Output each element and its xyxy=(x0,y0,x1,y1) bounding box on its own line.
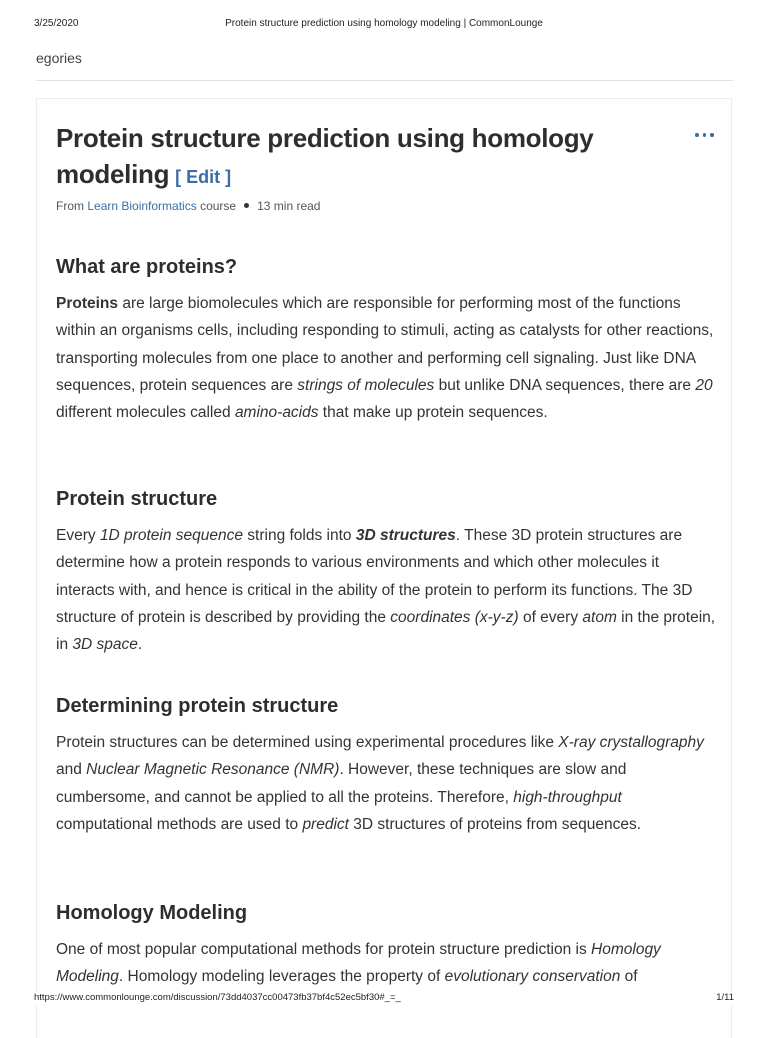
text: but unlike DNA sequences, there are xyxy=(434,376,696,394)
more-dots-icon xyxy=(710,133,714,137)
text: computational methods are used to xyxy=(56,815,303,833)
bold-text: Proteins xyxy=(56,295,119,312)
meta-course-word: course xyxy=(200,199,237,213)
section-what-are-proteins xyxy=(56,254,716,426)
section-paragraph xyxy=(56,936,716,991)
bold-italic-text: 3D structures xyxy=(355,527,456,544)
text: that make up protein sequences. xyxy=(318,404,548,422)
more-options-button[interactable] xyxy=(693,124,717,144)
text: . However, these techniques are slow and cumbersome, and cannot be applied to all the proteins. Therefore, xyxy=(56,761,627,806)
text: and xyxy=(56,761,87,779)
print-header xyxy=(0,18,768,32)
italic-text: evolutionary conservation xyxy=(444,968,621,986)
section-paragraph xyxy=(56,290,716,426)
article-meta xyxy=(56,199,320,213)
meta-from: From xyxy=(56,199,84,213)
section-protein-structure xyxy=(56,486,716,658)
read-time: 13 min read xyxy=(257,199,321,213)
print-url: https://www.commonlounge.com/discussion/73dd4037cc00473fb37bf4c52ec5bf30#_=_ xyxy=(34,992,401,1003)
meta-separator xyxy=(244,203,249,208)
text: 3D structures of proteins from sequences. xyxy=(348,815,642,833)
italic-text: 1D protein sequence xyxy=(99,527,243,544)
print-page-number: 1/11 xyxy=(716,992,734,1003)
section-heading: What are proteins? xyxy=(56,256,238,278)
edit-link[interactable]: [ Edit ] xyxy=(175,167,232,187)
italic-text: predict xyxy=(302,815,349,833)
course-link[interactable]: Learn Bioinformatics xyxy=(87,199,197,213)
text: string folds into xyxy=(242,527,356,544)
italic-text: coordinates (x-y-z) xyxy=(390,608,519,626)
text: . Homology modeling leverages the property of xyxy=(118,968,445,986)
italic-text: 20 xyxy=(695,376,713,394)
italic-text: strings of molecules xyxy=(297,376,435,394)
text: . These 3D protein structures are determine how a protein responds to various environments and which other molecules it interacts with, and hence is critical in the ability of the protein to perform its functions. The 3D structure of protein is described by providing the xyxy=(56,527,693,626)
section-homology-modeling xyxy=(56,900,716,991)
text: One of most popular computational methods for protein structure prediction is xyxy=(56,941,592,958)
top-nav xyxy=(36,48,733,81)
section-paragraph xyxy=(56,522,716,658)
article-title xyxy=(56,120,656,195)
section-heading: Homology Modeling xyxy=(56,902,248,924)
article-title-text: Protein structure prediction using homology modeling xyxy=(56,123,594,189)
section-paragraph xyxy=(56,729,716,838)
italic-text: Homology Modeling xyxy=(56,941,661,986)
italic-text: amino-acids xyxy=(234,404,319,422)
italic-text: atom xyxy=(582,608,617,626)
section-heading: Determining protein structure xyxy=(56,695,339,717)
print-page-title: Protein structure prediction using homology modeling | CommonLounge xyxy=(225,18,543,29)
print-footer xyxy=(0,992,768,1006)
text: of every xyxy=(518,608,583,626)
text: Every xyxy=(56,527,100,544)
italic-text: Nuclear Magnetic Resonance (NMR) xyxy=(86,761,340,779)
categories-link[interactable]: egories xyxy=(36,50,82,66)
text: in the protein, in xyxy=(56,608,716,654)
more-dots-icon xyxy=(695,133,699,137)
text: different molecules called xyxy=(56,404,235,422)
text: . xyxy=(137,636,143,654)
italic-text: X-ray crystallography xyxy=(558,734,704,751)
italic-text: high-throughput xyxy=(513,788,622,806)
italic-text: 3D space xyxy=(72,636,138,654)
print-date: 3/25/2020 xyxy=(34,18,79,29)
more-dots-icon xyxy=(703,133,707,137)
section-heading: Protein structure xyxy=(56,488,218,510)
text: Protein structures can be determined using experimental procedures like xyxy=(56,734,559,751)
section-determining-structure xyxy=(56,693,716,838)
text: are large biomolecules which are responsible for performing most of the functions within an organisms cells, including responding to stimuli, acting as catalysts for other reactions, transporting molecules from one place to another and performing cell signaling. Just like DNA sequences, protein sequences are xyxy=(56,295,714,394)
text: of xyxy=(620,968,638,986)
